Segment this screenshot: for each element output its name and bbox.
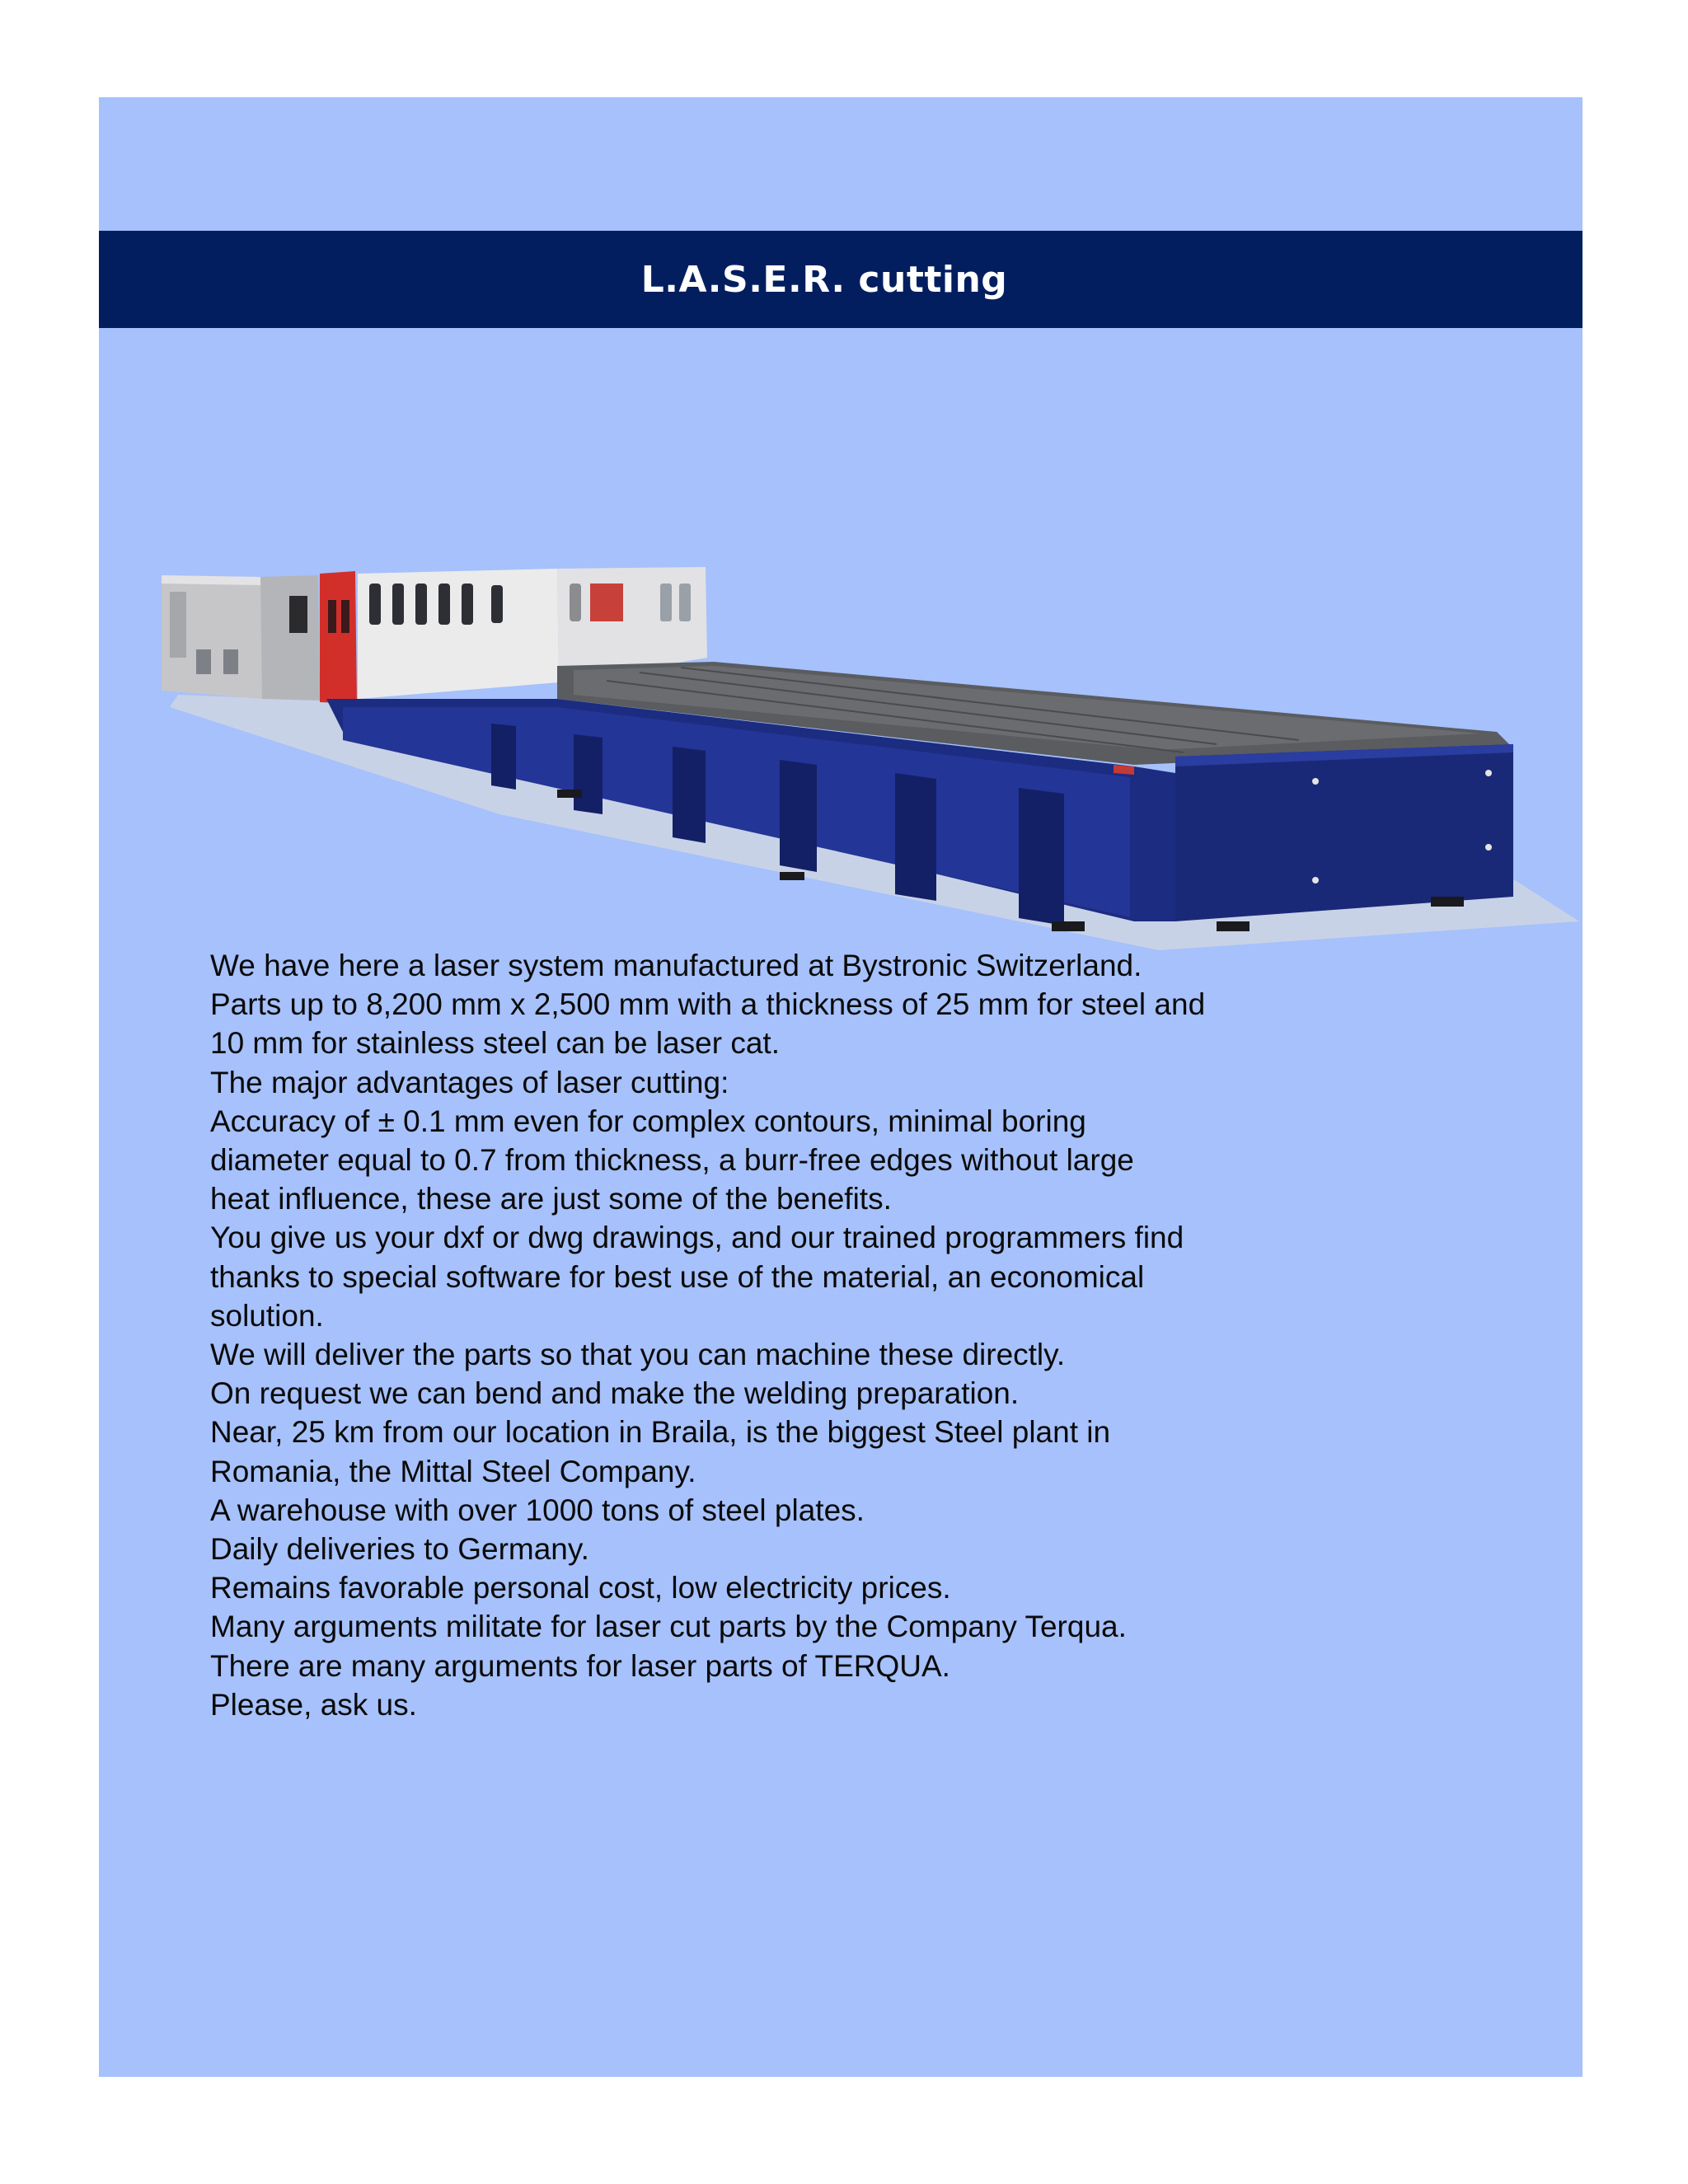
body-line: Many arguments militate for laser cut parts by the Company Terqua. xyxy=(210,1610,1127,1644)
body-line: On request we can bend and make the welding preparation. xyxy=(210,1376,1020,1411)
body-text xyxy=(210,946,1447,1724)
page-title: L.A.S.E.R. cutting xyxy=(640,258,1008,301)
body-line: Near, 25 km from our location in Braila, is the biggest Steel plant in xyxy=(210,1415,1111,1450)
body-line: A warehouse with over 1000 tons of steel plates. xyxy=(210,1493,865,1527)
body-line: Remains favorable personal cost, low electricity prices. xyxy=(210,1571,951,1605)
body-line: Parts up to 8,200 mm x 2,500 mm with a thickness of 25 mm for steel and xyxy=(210,987,1206,1022)
laser-cutting-machine-icon xyxy=(145,460,1612,971)
body-line: 10 mm for stainless steel can be laser cat. xyxy=(210,1026,780,1061)
body-line: Accuracy of ± 0.1 mm even for complex contours, minimal boring xyxy=(210,1104,1086,1138)
body-line: thanks to special software for best use of the material, an economical xyxy=(210,1259,1145,1294)
body-line: We have here a laser system manufactured at Bystronic Switzerland. xyxy=(210,949,1142,982)
body-line: We will deliver the parts so that you can machine these directly. xyxy=(210,1338,1066,1372)
body-line: The major advantages of laser cutting: xyxy=(210,1065,729,1099)
body-line: diameter equal to 0.7 from thickness, a burr-free edges without large xyxy=(210,1143,1134,1178)
body-line: There are many arguments for laser parts of TERQUA. xyxy=(210,1648,950,1683)
body-line: Romania, the Mittal Steel Company. xyxy=(210,1454,696,1488)
page-panel xyxy=(99,97,1582,2077)
body-line: solution. xyxy=(210,1298,324,1333)
body-line: Please, ask us. xyxy=(210,1687,417,1722)
body-line: You give us your dxf or dwg drawings, and our trained programmers find xyxy=(210,1221,1184,1255)
body-line: Daily deliveries to Germany. xyxy=(210,1532,589,1567)
title-bar xyxy=(99,231,1582,328)
body-line: heat influence, these are just some of the benefits. xyxy=(210,1182,892,1216)
